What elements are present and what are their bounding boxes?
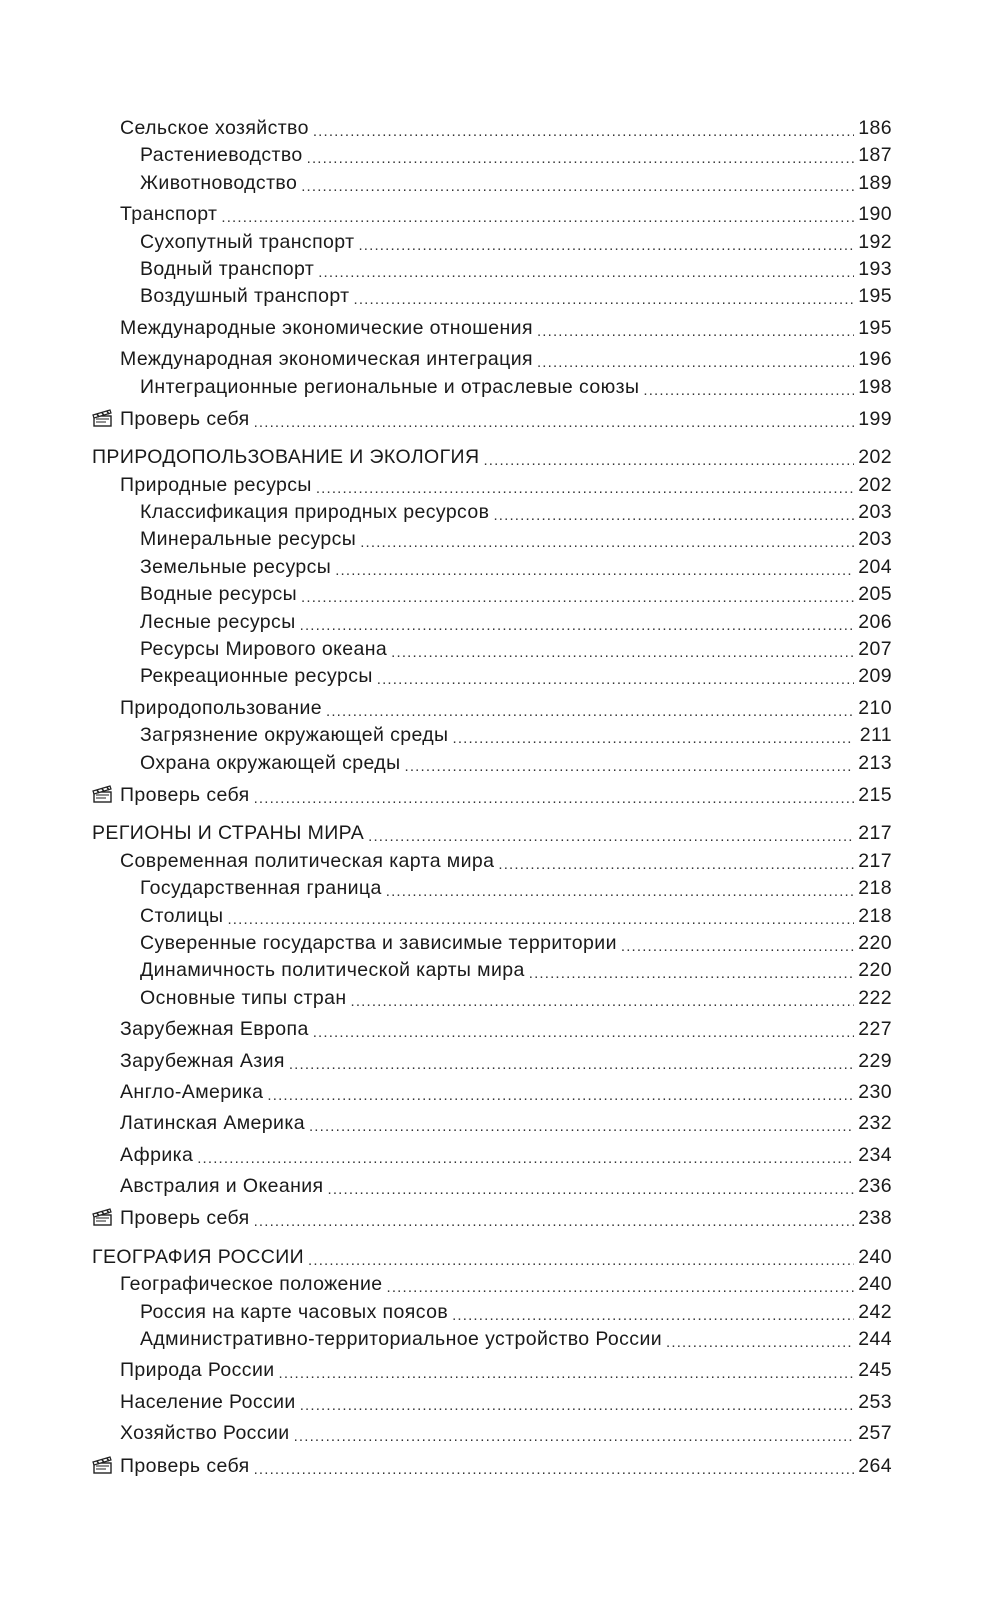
- toc-item-page-number: 210: [858, 696, 892, 719]
- toc-item: [92, 1018, 892, 1045]
- dot-leader: [254, 1209, 854, 1229]
- toc-item: [92, 1328, 892, 1355]
- dot-leader: [358, 233, 854, 253]
- toc-item-page-number: 245: [858, 1359, 892, 1382]
- toc-item-page-number: 240: [858, 1245, 892, 1268]
- toc-item: [92, 850, 892, 877]
- toc-item-page-number: 190: [858, 203, 892, 226]
- toc-item-title: Международная экономическая интеграция: [120, 348, 533, 371]
- toc-item-title: ПРИРОДОПОЛЬЗОВАНИЕ И ЭКОЛОГИЯ: [92, 446, 480, 469]
- toc-item-page-number: 217: [858, 849, 892, 872]
- dot-leader: [391, 640, 854, 660]
- dot-leader: [529, 961, 854, 981]
- toc-item-title: Англо-Америка: [120, 1080, 264, 1103]
- toc-item: [92, 285, 892, 312]
- toc-item-page-number: 205: [858, 583, 892, 606]
- toc-section-heading: [92, 446, 892, 473]
- dot-leader: [301, 174, 854, 194]
- clapperboard-icon: [92, 408, 114, 428]
- toc-item-title: Природа России: [120, 1359, 275, 1382]
- toc-item: [92, 1050, 892, 1077]
- toc-item: [92, 932, 892, 959]
- toc-item-page-number: 232: [858, 1112, 892, 1135]
- toc-item-title: Сельское хозяйство: [120, 117, 309, 139]
- toc-item: [92, 877, 892, 904]
- toc-item: [92, 1422, 892, 1449]
- toc-item-title: Минеральные ресурсы: [140, 528, 357, 551]
- toc-item-title: Животноводство: [140, 171, 298, 194]
- toc-item: [92, 752, 892, 779]
- toc-item: [92, 1175, 892, 1202]
- toc-item-title: Водный транспорт: [140, 257, 315, 280]
- dot-leader: [197, 1146, 854, 1166]
- toc-item: [92, 724, 892, 751]
- toc-item-page-number: 186: [858, 117, 892, 139]
- toc-check-yourself-item: [92, 1452, 892, 1479]
- toc-item-page-number: 244: [858, 1328, 892, 1351]
- toc-item-page-number: 193: [858, 257, 892, 280]
- toc-item-page-number: 236: [858, 1175, 892, 1198]
- dot-leader: [360, 530, 854, 550]
- dot-leader: [498, 852, 854, 872]
- toc-item-title: Россия на карте часовых поясов: [140, 1300, 449, 1323]
- dot-leader: [537, 319, 854, 339]
- toc-item-page-number: 218: [858, 877, 892, 900]
- dot-leader: [300, 613, 854, 633]
- toc-item-page-number: 240: [858, 1273, 892, 1296]
- clapperboard-icon: [92, 1207, 114, 1227]
- toc-item-title: Природопользование: [120, 696, 323, 719]
- toc-check-yourself-item: [92, 781, 892, 808]
- dot-leader: [335, 558, 854, 578]
- toc-item-title: Основные типы стран: [140, 986, 347, 1009]
- toc-item-page-number: 195: [858, 316, 892, 339]
- dot-leader: [452, 1303, 854, 1323]
- dot-leader: [537, 350, 854, 370]
- toc-item-title: Современная политическая карта мира: [120, 849, 495, 872]
- dot-leader: [221, 205, 854, 225]
- toc-item-title: Население России: [120, 1390, 296, 1413]
- dot-leader: [405, 754, 855, 774]
- toc-item-title: Рекреационные ресурсы: [140, 665, 373, 688]
- toc-check-yourself-item: [92, 1204, 892, 1231]
- toc-item: [92, 172, 892, 199]
- dot-leader: [254, 786, 854, 806]
- dot-leader: [326, 699, 854, 719]
- dot-leader: [621, 934, 854, 954]
- dot-leader: [316, 476, 854, 496]
- dot-leader: [386, 879, 854, 899]
- toc-item-title: Классификация природных ресурсов: [140, 501, 490, 524]
- toc-item: [92, 258, 892, 285]
- toc-item-title: Воздушный транспорт: [140, 285, 350, 308]
- toc-item: [92, 638, 892, 665]
- toc-item-page-number: 187: [858, 144, 892, 167]
- toc-item-title: Сухопутный транспорт: [140, 230, 355, 253]
- toc-item: [92, 556, 892, 583]
- toc-item-page-number: 220: [858, 959, 892, 982]
- dot-leader: [377, 667, 854, 687]
- toc-item-title: Австралия и Океания: [120, 1175, 324, 1198]
- dot-leader: [279, 1361, 854, 1381]
- toc-item-title: Проверь себя: [120, 1207, 250, 1230]
- dot-leader: [267, 1083, 854, 1103]
- dot-leader: [351, 989, 855, 1009]
- toc-item: [92, 1112, 892, 1139]
- toc-item-page-number: 217: [858, 822, 892, 845]
- toc-section-heading: [92, 1246, 892, 1273]
- clapperboard-icon: [92, 1455, 114, 1475]
- toc-item-title: Динамичность политической карты мира: [140, 959, 525, 982]
- toc-item-page-number: 238: [858, 1207, 892, 1230]
- toc-item-page-number: 209: [858, 665, 892, 688]
- toc-item-title: Транспорт: [120, 203, 218, 226]
- toc-item: [92, 583, 892, 610]
- toc-item-title: Загрязнение окружающей среды: [140, 724, 449, 747]
- toc-item-title: Африка: [120, 1143, 194, 1166]
- dot-leader: [493, 503, 854, 523]
- dot-leader: [313, 119, 854, 139]
- dot-leader: [643, 378, 854, 398]
- toc-item-title: Административно-территориальное устройство России: [140, 1328, 663, 1351]
- toc-item-title: Водные ресурсы: [140, 583, 298, 606]
- clapperboard-icon: [92, 784, 114, 804]
- toc-item: [92, 611, 892, 638]
- dot-leader: [300, 1393, 854, 1413]
- toc-item-page-number: 202: [858, 446, 892, 469]
- toc-item-page-number: 198: [858, 375, 892, 398]
- dot-leader: [289, 1052, 854, 1072]
- toc-item-title: Зарубежная Европа: [120, 1018, 309, 1041]
- toc-item: [92, 1081, 892, 1108]
- toc-item-title: Проверь себя: [120, 407, 250, 430]
- dot-leader: [254, 1457, 854, 1477]
- toc-item: [92, 117, 892, 144]
- dot-leader: [328, 1177, 854, 1197]
- toc-item-title: Столицы: [140, 904, 224, 927]
- toc-item-page-number: 253: [858, 1390, 892, 1413]
- toc-item-page-number: 203: [858, 528, 892, 551]
- toc-section-heading: [92, 822, 892, 849]
- toc-item-title: Проверь себя: [120, 1454, 250, 1477]
- dot-leader: [308, 1248, 854, 1268]
- toc-item: [92, 1273, 892, 1300]
- toc-item: [92, 348, 892, 375]
- toc-item-page-number: 234: [858, 1143, 892, 1166]
- toc-item-title: Природные ресурсы: [120, 473, 312, 496]
- toc-item-page-number: 189: [858, 171, 892, 194]
- toc-item: [92, 1144, 892, 1171]
- toc-item-page-number: 206: [858, 610, 892, 633]
- toc-item: [92, 528, 892, 555]
- toc-item-page-number: 195: [858, 285, 892, 308]
- toc-item-title: Охрана окружающей среды: [140, 751, 401, 774]
- toc-item-page-number: 199: [858, 407, 892, 430]
- toc-item-title: Зарубежная Азия: [120, 1049, 285, 1072]
- toc-item-title: Лесные ресурсы: [140, 610, 296, 633]
- toc-item: [92, 1391, 892, 1418]
- toc-item-page-number: 192: [858, 230, 892, 253]
- toc-item: [92, 376, 892, 403]
- toc-item-title: Хозяйство России: [120, 1422, 290, 1445]
- dot-leader: [294, 1424, 854, 1444]
- toc-item: [92, 317, 892, 344]
- toc-item-page-number: 220: [858, 931, 892, 954]
- toc-item-page-number: 229: [858, 1049, 892, 1072]
- toc-item-page-number: 242: [858, 1300, 892, 1323]
- toc-item-page-number: 230: [858, 1080, 892, 1103]
- dot-leader: [309, 1114, 854, 1134]
- toc-item: [92, 231, 892, 258]
- toc-item: [92, 1301, 892, 1328]
- toc-item: [92, 1359, 892, 1386]
- toc-item: [92, 203, 892, 230]
- dot-leader: [666, 1330, 854, 1350]
- toc-item-title: Суверенные государства и зависимые территории: [140, 931, 617, 954]
- toc-item-title: ГЕОГРАФИЯ РОССИИ: [92, 1245, 305, 1268]
- dot-leader: [368, 824, 854, 844]
- toc-item-page-number: 227: [858, 1018, 892, 1041]
- table-of-contents: [92, 117, 892, 1479]
- toc-item-page-number: 215: [858, 783, 892, 806]
- toc-item-title: Интеграционные региональные и отраслевые союзы: [140, 375, 640, 398]
- toc-check-yourself-item: [92, 405, 892, 432]
- dot-leader: [301, 585, 854, 605]
- toc-item-title: Географическое положение: [120, 1273, 383, 1296]
- toc-item: [92, 501, 892, 528]
- dot-leader: [354, 287, 854, 307]
- dot-leader: [483, 448, 854, 468]
- dot-leader: [307, 146, 854, 166]
- toc-item-page-number: 202: [858, 473, 892, 496]
- toc-item-page-number: 203: [858, 501, 892, 524]
- toc-item: [92, 987, 892, 1014]
- dot-leader: [227, 907, 854, 927]
- toc-item-page-number: 204: [858, 555, 892, 578]
- toc-item: [92, 905, 892, 932]
- dot-leader: [452, 726, 854, 746]
- toc-item-title: Растениеводство: [140, 144, 303, 167]
- toc-item-title: Латинская Америка: [120, 1112, 305, 1135]
- dot-leader: [318, 260, 854, 280]
- toc-item-page-number: 211: [859, 724, 892, 747]
- toc-item-page-number: 222: [858, 986, 892, 1009]
- toc-item-page-number: 207: [858, 638, 892, 661]
- toc-item-title: Государственная граница: [140, 877, 382, 900]
- toc-item-title: Земельные ресурсы: [140, 555, 332, 578]
- toc-item-page-number: 218: [858, 904, 892, 927]
- dot-leader: [313, 1020, 854, 1040]
- toc-item-page-number: 264: [858, 1454, 892, 1477]
- toc-item-page-number: 213: [858, 751, 892, 774]
- toc-item-title: Ресурсы Мирового океана: [140, 638, 388, 661]
- toc-item: [92, 144, 892, 171]
- toc-item: [92, 474, 892, 501]
- dot-leader: [387, 1275, 855, 1295]
- toc-item-page-number: 196: [858, 348, 892, 371]
- toc-item: [92, 697, 892, 724]
- toc-item-page-number: 257: [858, 1422, 892, 1445]
- dot-leader: [254, 410, 854, 430]
- toc-item-title: Международные экономические отношения: [120, 316, 533, 339]
- toc-item: [92, 665, 892, 692]
- toc-item-title: РЕГИОНЫ И СТРАНЫ МИРА: [92, 822, 365, 845]
- toc-item: [92, 959, 892, 986]
- toc-item-title: Проверь себя: [120, 783, 250, 806]
